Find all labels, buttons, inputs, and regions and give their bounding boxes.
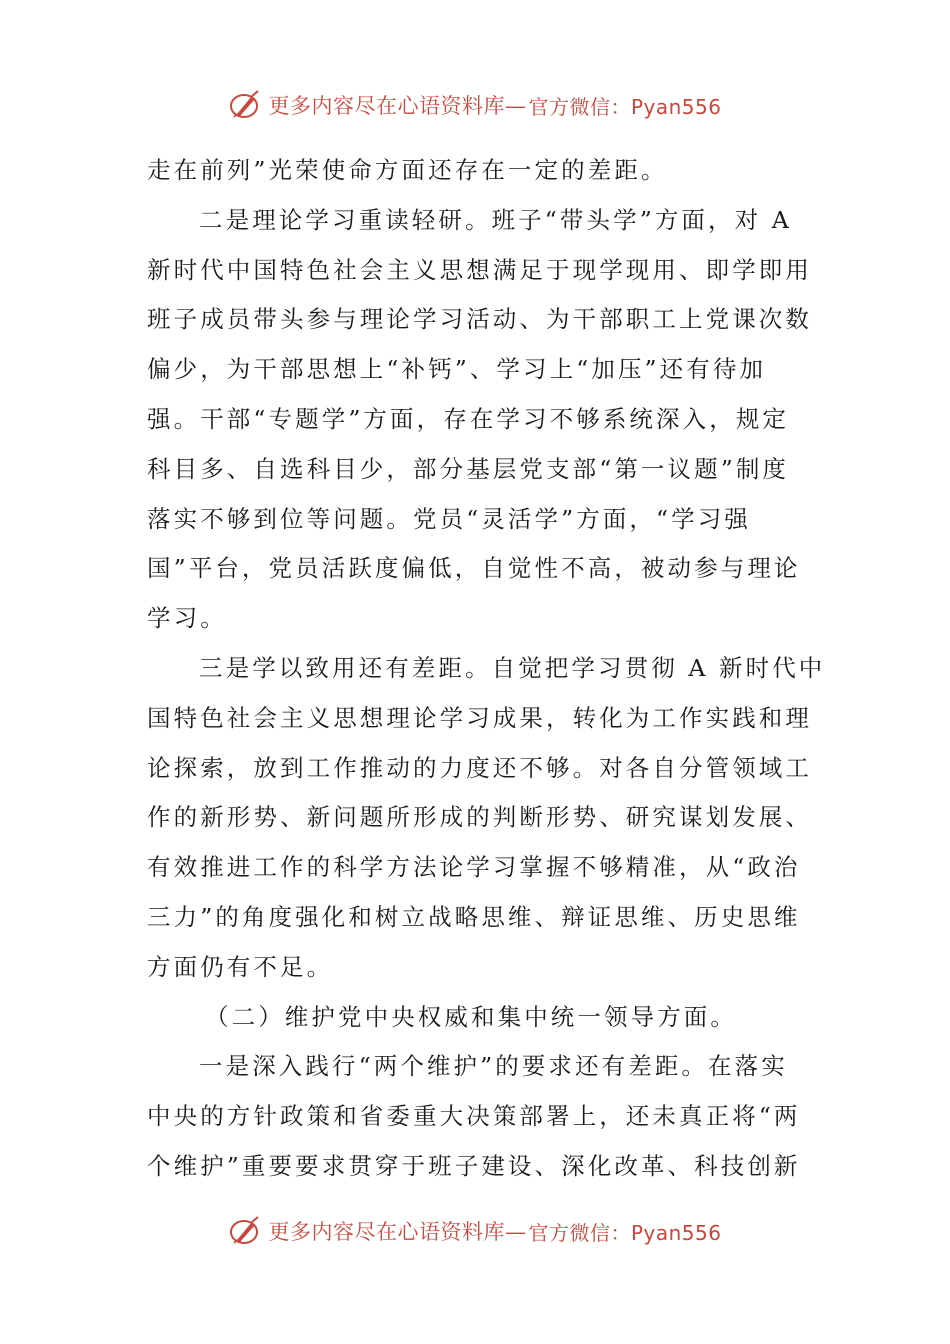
watermark-wechat: 官方微信：Pyan556 — [528, 94, 722, 119]
text-line: 三力”的角度强化和树立战略思维、辩证思维、历史思维 — [147, 902, 801, 931]
text-line: 中央的方针政策和省委重大决策部署上，还未真正将“两 — [147, 1102, 801, 1131]
text-line: 一是深入践行“两个维护”的要求还有差距。在落实 — [199, 1052, 788, 1081]
text-line: 国”平台，党员活跃度偏低，自觉性不高，被动参与理论 — [147, 554, 801, 583]
text-line: 方面仍有不足。 — [147, 952, 334, 981]
quill-logo-icon — [228, 88, 262, 122]
text-line: 论探索，放到工作推动的力度还不够。对各自分管领域工 — [147, 753, 812, 782]
text-line: 科目多、自选科目少，部分基层党支部“第一议题”制度 — [147, 454, 790, 483]
text-line: 国特色社会主义思想理论学习成果，转化为工作实践和理 — [147, 703, 812, 732]
watermark-wechat: 官方微信：Pyan556 — [528, 1220, 722, 1245]
footer-watermark — [0, 1211, 950, 1251]
document-body — [147, 146, 826, 1192]
text-line: 二是理论学习重读轻研。班子“带头学”方面，对 A — [199, 205, 792, 234]
text-line: 班子成员带头参与理论学习活动、为干部职工上党课次数 — [147, 305, 812, 334]
text-line: 个维护”重要要求贯穿于班子建设、深化改革、科技创新 — [147, 1151, 801, 1180]
text-line: 作的新形势、新问题所形成的判断形势、研究谋划发展、 — [147, 803, 812, 832]
text-line: 强。干部“专题学”方面，存在学习不够系统深入，规定 — [147, 404, 790, 433]
text-line: 有效推进工作的科学方法论学习掌握不够精准，从“政治 — [147, 853, 801, 882]
text-line: 三是学以致用还有差距。自觉把学习贯彻 A 新时代中 — [199, 653, 826, 682]
text-line: 落实不够到位等问题。党员“灵活学”方面，“学习强 — [147, 504, 751, 533]
quill-logo-icon — [228, 1214, 262, 1248]
text-line: 偏少，为干部思想上“补钙”、学习上“加压”还有待加 — [147, 355, 767, 384]
header-watermark — [0, 85, 950, 125]
text-line: 学习。 — [147, 604, 227, 633]
section-heading: （二）维护党中央权威和集中统一领导方面。 — [205, 1002, 737, 1031]
watermark-text: 更多内容尽在心语资料库— — [268, 1220, 527, 1244]
text-line: 新时代中国特色社会主义思想满足于现学现用、即学即用 — [147, 255, 812, 284]
watermark-text: 更多内容尽在心语资料库— — [268, 94, 527, 118]
text-line: 走在前列”光荣使命方面还存在一定的差距。 — [147, 156, 668, 184]
